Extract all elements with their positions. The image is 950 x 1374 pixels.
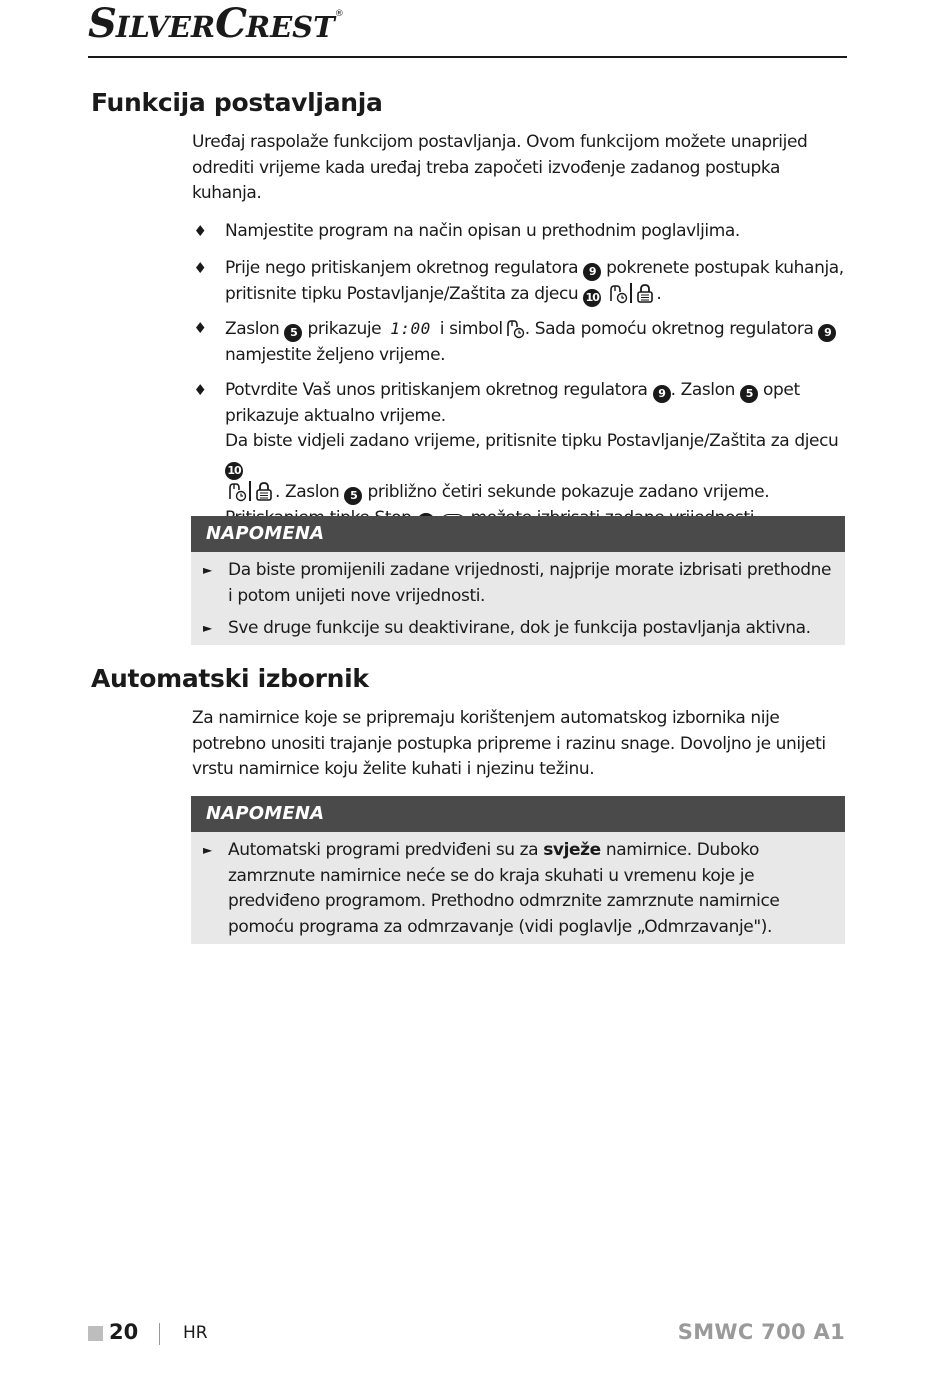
ref-number-5: 5 [284,324,302,342]
section-title-setup: Funkcija postavljanja [91,88,383,117]
ref-number-5: 5 [740,385,758,403]
bullet-diamond-icon: ♦ [193,222,207,240]
ref-number-9: 9 [653,385,671,403]
bullet-diamond-icon: ♦ [193,259,207,277]
arrow-icon: ► [203,621,212,635]
note-item: ► Automatski programi predviđeni su za svježe namirnice. Duboko zamrznute namirnice neće se do kraja skuhati u vremenu koje je predviđeno programom. Prethodno odmrznite zamrznute namirnice pomoću programa za odmrzavanje (vidi poglavlje „Odmrzavanje"). [203,840,780,937]
arrow-icon: ► [203,563,212,577]
bullet-diamond-icon: ♦ [193,381,207,399]
language-code: HR [183,1323,208,1343]
separator [249,481,251,501]
brand-logo: SILVERCREST® [88,0,344,47]
section-intro-auto-menu: Za namirnice koje se pripremaju korištenjem automatskog izbornika nije potrebno unositi trajanje postupka pripreme i razinu snage. Dovoljno je unijeti vrstu namirnice koju želite kuhati i njezinu težinu. [192,708,826,779]
model-number: SMWC 700 A1 [677,1320,845,1344]
bullet-diamond-icon: ♦ [193,319,207,337]
footer-square [88,1326,103,1341]
ref-number-10: 10 [225,462,243,480]
bullet-text: Zaslon 5 prikazuje 1:00 i simbol . Sada pomoću okretnog regulatora 9 namjestite željeno vrijeme. [225,316,852,368]
ref-number-10: 10 [583,289,601,307]
bullet-text: Namjestite program na način opisan u prethodnim poglavljima. [225,221,740,241]
ref-number-9: 9 [583,263,601,281]
ref-number-5: 5 [344,487,362,505]
display-readout: 1:00 [390,319,431,338]
timer-hand-icon [503,317,525,339]
lock-icon [634,282,656,304]
separator [630,283,632,303]
timer-hand-icon [606,282,628,304]
section-title-auto-menu: Automatski izbornik [91,664,369,693]
timer-hand-icon [225,480,247,502]
note-heading: NAPOMENA [191,516,845,552]
page-number: 20 [109,1320,139,1344]
bullet-text: Potvrdite Vaš unos pritiskanjem okretnog regulatora 9 . Zaslon 5 opet prikazuje aktualno vrijeme. Da biste vidjeli zadano vrijeme, pritisnite tipku Postavljanje/Zaštita za djecu 10 . Zaslon 5 približno četiri sekunde pokazuje zadano vrijeme. [225,378,852,532]
arrow-icon: ► [203,843,212,857]
lock-icon [253,480,275,502]
note-item: ► Da biste promijenili zadane vrijednosti, najprije morate izbrisati prethodne i potom unijeti nove vrijednosti. [203,560,832,606]
ref-number-9: 9 [818,324,836,342]
note-heading: NAPOMENA [191,796,845,832]
header-rule [88,56,847,58]
note-item: ► Sve druge funkcije su deaktivirane, dok je funkcija postavljanja aktivna. [191,616,845,642]
note-box [191,516,845,645]
section-intro-setup: Uređaj raspolaže funkcijom postavljanja. Ovom funkcijom možete unaprijed odrediti vrijeme kada uređaj treba započeti izvođenje zadanog postupka kuhanja. [192,132,808,203]
note-box [191,796,845,944]
footer-divider [159,1323,160,1345]
bullet-text: Prije nego pritiskanjem okretnog regulatora 9 pokrenete postupak kuhanja, pritisnite tipku Postavljanje/Zaštita za djecu 10 . [225,256,852,307]
